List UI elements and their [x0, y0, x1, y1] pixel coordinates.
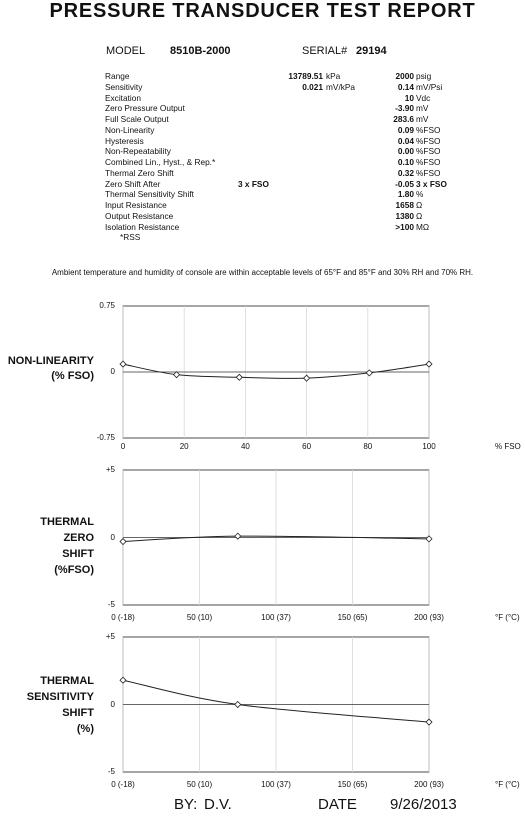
spec-unit: psig — [416, 71, 432, 81]
x-tick-label: 0 — [120, 442, 126, 451]
chart-3 — [120, 637, 432, 772]
y-tick-label: +5 — [105, 465, 115, 474]
date-value: 9/26/2013 — [390, 796, 457, 813]
spec-label: Thermal Sensitivity Shift — [105, 189, 194, 200]
y-tick-label: -0.75 — [96, 433, 115, 442]
spec-label: Zero Shift After — [105, 178, 161, 189]
x-tick-label: 50 (10) — [186, 780, 213, 789]
spec-unit: %FSO — [416, 167, 441, 178]
spec-label: Input Resistance — [105, 200, 167, 210]
x-tick-label: 0 (-18) — [111, 780, 135, 789]
x-tick-label: 0 (-18) — [111, 613, 135, 622]
spec-mid-value: 0.021 — [302, 81, 323, 92]
spec-value: 283.6 — [393, 114, 414, 124]
x-tick-label: 100 (37) — [261, 780, 291, 789]
spec-unit: %FSO — [416, 135, 441, 146]
spec-value: 0.10 — [397, 157, 414, 167]
spec-value: -3.90 — [395, 103, 414, 114]
spec-unit: mV/Psi — [416, 81, 443, 92]
ambient-note: Ambient temperature and humidity of console are within acceptable levels of 65°F and 85°F and 30% RH and 70% RH. — [51, 268, 474, 277]
x-tick-label: 50 (10) — [186, 613, 213, 622]
spec-value: 2000 — [395, 71, 414, 81]
spec-value: 0.32 — [397, 167, 414, 178]
y-tick-label: 0 — [110, 367, 115, 376]
chart-side-label: (%FSO) — [54, 564, 94, 576]
x-tick-label: 20 — [179, 442, 189, 451]
by-label: BY: — [174, 796, 198, 813]
spec-mid-unit: mV/kPa — [326, 81, 356, 92]
chart-side-label: (%) — [76, 723, 94, 735]
y-tick-label: 0 — [110, 699, 115, 709]
spec-label: Non-Linearity — [105, 124, 155, 135]
spec-label: Full Scale Output — [105, 114, 169, 124]
chart-side-label: SENSITIVITY — [26, 691, 94, 703]
by-value: D.V. — [204, 796, 232, 813]
chart-side-label: SHIFT — [62, 548, 94, 560]
report-title: PRESSURE TRANSDUCER TEST REPORT — [49, 0, 476, 22]
spec-value: 1380 — [395, 210, 414, 221]
spec-label: Sensitivity — [105, 81, 143, 92]
chart-side-label: THERMAL — [40, 516, 94, 528]
chart-side-label: NON-LINEARITY — [7, 355, 94, 367]
spec-label: *RSS — [120, 232, 141, 243]
spec-mid-value: 13789.51 — [288, 71, 323, 81]
spec-label: Thermal Zero Shift — [105, 167, 174, 178]
serial-label: SERIAL# — [302, 45, 348, 57]
chart-side-label: ZERO — [63, 532, 94, 544]
spec-value: 0.00 — [397, 146, 414, 157]
spec-label: Hysteresis — [105, 135, 144, 146]
date-label: DATE — [318, 796, 357, 813]
model-value: 8510B-2000 — [170, 45, 231, 57]
spec-value: >100 — [395, 221, 414, 232]
spec-label: Isolation Resistance — [105, 221, 180, 232]
y-tick-label: 0.75 — [99, 301, 115, 310]
spec-unit: mV — [416, 103, 429, 114]
x-tick-label: 80 — [363, 442, 373, 451]
spec-value: 1.80 — [397, 189, 414, 200]
spec-unit: mV — [416, 114, 429, 124]
spec-value: -0.05 — [395, 178, 414, 189]
spec-label: Combined Lin., Hyst., & Rep.* — [105, 157, 216, 167]
x-tick-label: 150 (65) — [337, 780, 368, 789]
spec-unit: 3 x FSO — [416, 178, 447, 189]
y-tick-label: -5 — [107, 600, 115, 609]
spec-value: 0.04 — [397, 135, 414, 146]
chart-side-label: SHIFT — [62, 707, 94, 719]
spec-label: Non-Repeatability — [105, 146, 171, 157]
chart-2 — [120, 470, 432, 605]
y-tick-label: +5 — [105, 632, 115, 641]
chart-1 — [120, 306, 432, 438]
x-tick-label: 100 — [422, 442, 436, 451]
x-tick-label: 200 (93) — [414, 613, 444, 622]
x-tick-label: 40 — [240, 442, 250, 451]
spec-unit: Vdc — [416, 92, 431, 103]
spec-unit: %FSO — [416, 146, 441, 157]
spec-label: Excitation — [105, 92, 141, 103]
x-tick-label: 150 (65) — [337, 613, 368, 622]
spec-value: 10 — [404, 92, 414, 103]
spec-mid-value: 3 x FSO — [238, 178, 269, 189]
model-label: MODEL — [106, 45, 146, 57]
spec-label: Output Resistance — [105, 210, 174, 221]
x-tick-label: 100 (37) — [261, 613, 291, 622]
spec-unit: %FSO — [416, 124, 441, 135]
x-tick-label: 200 (93) — [414, 780, 444, 789]
x-tick-label: 60 — [302, 442, 312, 451]
x-axis-unit: % FSO — [495, 442, 521, 451]
chart-side-label: THERMAL — [40, 675, 94, 687]
spec-unit: % — [416, 189, 424, 200]
spec-unit: MΩ — [416, 221, 430, 232]
spec-value: 0.14 — [397, 81, 414, 92]
spec-mid-unit: kPa — [326, 71, 341, 81]
chart-side-label: (% FSO) — [51, 370, 94, 382]
y-tick-label: 0 — [110, 532, 115, 542]
spec-value: 0.09 — [397, 124, 414, 135]
serial-value: 29194 — [356, 45, 387, 57]
spec-label: Range — [105, 71, 130, 81]
spec-unit: %FSO — [416, 157, 441, 167]
x-axis-unit: °F (°C) — [495, 780, 520, 789]
spec-unit: Ω — [416, 200, 423, 210]
spec-label: Zero Pressure Output — [105, 103, 185, 114]
y-tick-label: -5 — [107, 767, 115, 776]
x-axis-unit: °F (°C) — [495, 613, 520, 622]
spec-value: 1658 — [395, 200, 414, 210]
spec-unit: Ω — [416, 210, 423, 221]
